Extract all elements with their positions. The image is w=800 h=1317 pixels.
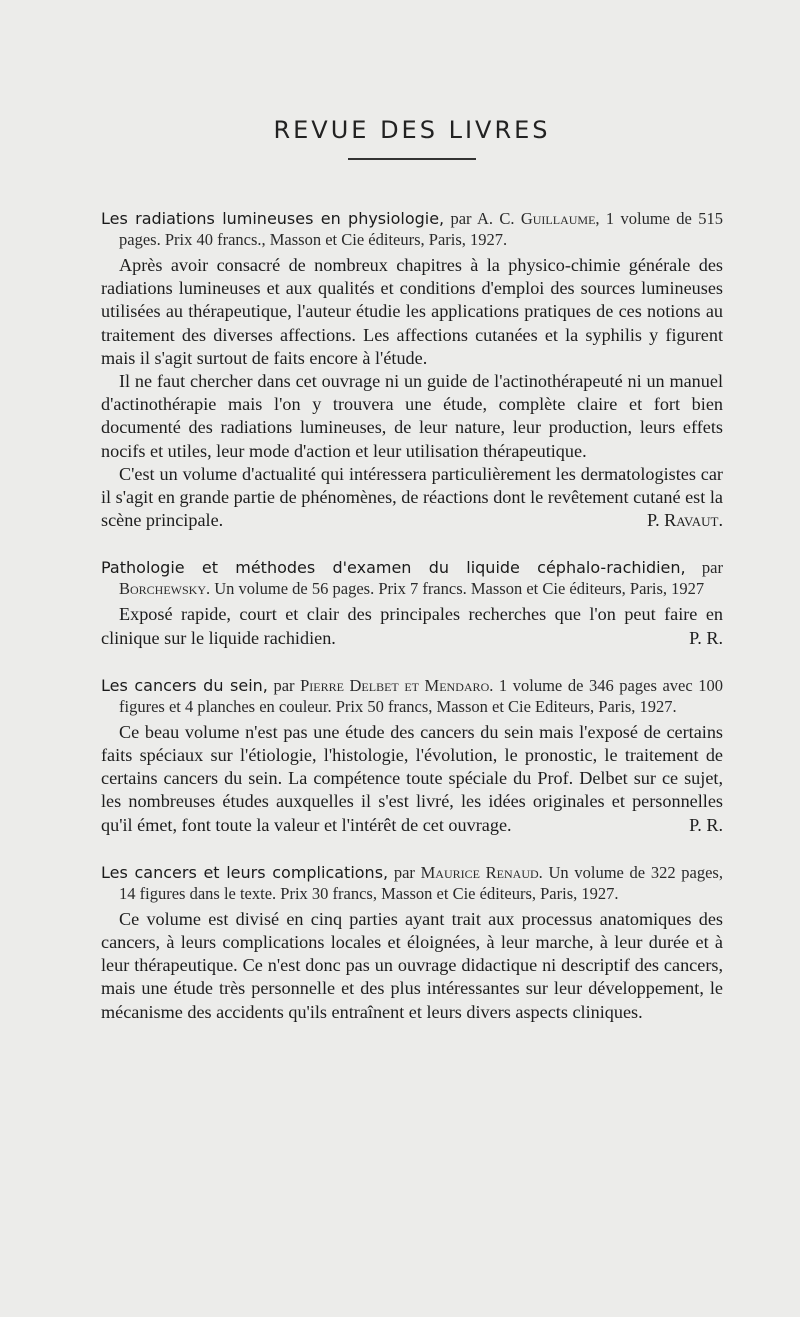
reviewer-signature xyxy=(629,509,723,532)
review-entry xyxy=(101,208,723,250)
book-title: Les cancers et leurs complications, xyxy=(101,862,389,882)
review-paragraph-text: Ce beau volume n'est pas une étude des cancers du sein mais l'exposé de certains faits spéciaux sur l'étiologie, l'histologie, l'évolution, le pronostic, le traitement de certains cancers du sein. La compétence toute spéciale du Prof. Delbet sur ce sujet, les nombreuses études auxquelles il s'est livré, les idées originales et personnelles qu'il émet, font toute la valeur et l'intérêt de cet ouvrage. xyxy=(101,721,723,835)
book-author: Pierre Delbet et Mendaro. xyxy=(300,675,494,695)
by-text: par xyxy=(685,558,723,578)
page-title: REVUE DES LIVRES xyxy=(273,116,551,144)
book-title: Les radiations lumineuses en physiologie, xyxy=(101,209,445,228)
review-entry xyxy=(101,862,723,904)
review-liquide-cephalo-rachidien xyxy=(101,557,723,649)
title-rule xyxy=(348,158,476,160)
reviewer-signature xyxy=(671,814,723,837)
by-text: par xyxy=(267,675,301,695)
book-details: 1 volume de 346 pages avec 100 figures et 4 planches en couleur. Prix 50 francs, Masson et Cie Editeurs, Paris, 1927. xyxy=(119,675,723,716)
book-author: Guillaume xyxy=(520,209,596,228)
signature-name: Ravaut. xyxy=(664,510,723,531)
review-paragraph: Après avoir consacré de nombreux chapitres à la physico-chimie générale des radiations lumineuses et aux qualités et conditions d'emploi des sources lumineuses utilisées au thérapeutique, l'auteur étudie les applications pratiques de ces notions au traitement des diverses affections. Les affections cutanées et la syphilis y figurent mais il s'agit surtout de faits encore à l'étude. xyxy=(101,255,723,368)
review-paragraph-signed xyxy=(101,603,723,649)
review-paragraph-text: C'est un volume d'actualité qui intéressera particulièrement les dermatologistes car il s'agit en grande partie de phénomènes, de réactions dont le revêtement cutané est la scène principale. xyxy=(101,463,723,531)
page xyxy=(101,112,723,1049)
book-title: Pathologie et méthodes d'examen du liquide céphalo-rachidien, xyxy=(101,558,686,578)
review-paragraph-signed xyxy=(101,463,723,533)
book-author: Maurice Renaud. xyxy=(420,862,543,882)
book-details: Un volume de 322 pages, 14 figures dans le texte. Prix 30 francs, Masson et Cie éditeurs, Paris, 1927. xyxy=(119,862,723,903)
signature-prefix: P. R. xyxy=(689,814,723,835)
review-entry xyxy=(101,675,723,717)
book-details: Un volume de 56 pages. Prix 7 francs. Masson et Cie éditeurs, Paris, 1927 xyxy=(210,579,705,599)
review-radiations xyxy=(101,208,723,532)
by-text: par xyxy=(388,862,421,882)
review-paragraph-signed xyxy=(101,721,723,837)
book-details: , 1 volume de 515 pages. Prix 40 francs., Masson et Cie éditeurs, Paris, 1927. xyxy=(119,209,723,249)
review-paragraph: Il ne faut chercher dans cet ouvrage ni un guide de l'actinothérapeuté ni un manuel d'actinothérapie mais l'on y trouvera une étude, complète claire et fort bien documenté des radiations lumineuses, de leur nature, leur production, leurs effets nocifs et utiles, leur mode d'action et leur utilisation thérapeutique. xyxy=(101,371,723,461)
review-cancers-du-sein xyxy=(101,675,723,837)
reviewer-signature xyxy=(671,627,723,650)
review-paragraph: Ce volume est divisé en cinq parties ayant trait aux processus anatomiques des cancers, à leurs complications locales et éloignées, à leur marche, à leur durée et à leur thérapeutique. Ce n'est donc pas un ouvrage didactique ni descriptif des cancers, mais une étude très personnelle et des plus intéressantes sur leur développement, le mécanisme des accidents qu'ils entraînent et leurs divers aspects cliniques. xyxy=(101,908,723,1022)
book-title: Les cancers du sein, xyxy=(101,675,268,695)
review-cancers-complications xyxy=(101,862,723,1024)
book-author: Borchewsky. xyxy=(119,579,211,599)
signature-prefix: P. xyxy=(646,510,665,531)
review-entry xyxy=(101,557,723,599)
by-text: par A. C. xyxy=(444,209,521,228)
review-paragraph-text: Exposé rapide, court et clair des principales recherches que l'on peut faire en clinique sur le liquide rachidien. xyxy=(101,604,723,648)
signature-prefix: P. R. xyxy=(689,627,723,648)
